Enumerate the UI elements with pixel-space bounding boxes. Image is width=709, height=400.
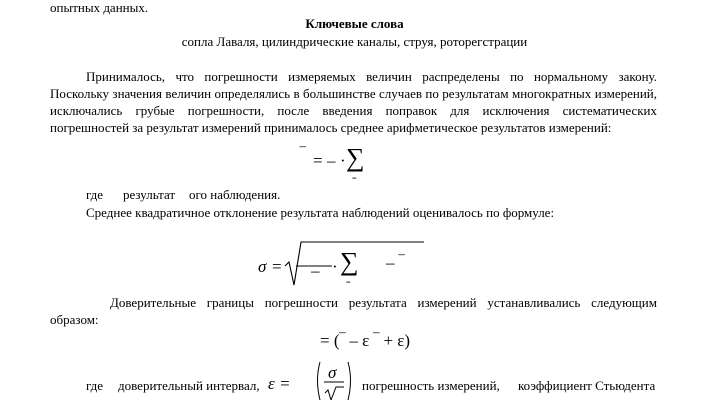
paragraph1-line4: погрешностей за результат измерений принималось среднее арифметическое результатов измерений: [50,120,612,135]
formula2-dash: – [311,261,320,280]
formula2-equals: = [272,257,282,276]
formula2-tail: – ‾ [386,253,405,272]
where2-epsilon: ε = [268,374,291,393]
top-fragment-text: опытных данных. [50,0,149,15]
where2-error: погрешность измерений, [362,378,500,393]
keywords-list: сопла Лаваля, цилиндрические каналы, струя, роторегстрации [181,34,528,49]
formula2-dot: · [332,257,338,276]
formula1-dot: · [340,151,346,170]
where2-student: коэффициент Стьюдента [518,378,656,393]
formula2-sum-sub: = [346,278,351,287]
paragraph3-line2: образом: [50,312,99,327]
paragraph1-line1: Принималось, что погрешности измеряемых величин распределены по нормальному закону. [86,69,657,84]
formula1-sum: ∑ [346,143,365,172]
formula1-equals: = [313,151,323,170]
keywords-heading: Ключевые слова [305,16,404,31]
formula2-sigma-symbol: σ [258,257,267,276]
paragraph1-line3: исключались грубые погрешности, после введения поправок для исключения систематических [50,103,657,118]
paragraph3-line1: Доверительные границы погрешности результата измерений устанавливались следующим [110,295,657,310]
where2-interval: доверительный интервал, [118,378,260,393]
formula-confidence-bounds: = (‾ – ε ‾ + ε) [320,331,411,350]
formula1-sum-sub: = [352,174,357,183]
formula1-minus: – [327,151,336,170]
paragraph2-text: Среднее квадратичное отклонение результата наблюдений оценивалось по формуле: [86,205,555,220]
where2-label: где [86,378,104,393]
paragraph1-line2: Поскольку значения величин определялись в большинстве случаев по результатам многократных измерений, [50,86,657,101]
where1-observation: ого наблюдения. [189,187,281,202]
where1-result: результат [123,187,176,202]
where2-fraction-numerator: σ [328,363,337,382]
where1-label: где [86,187,104,202]
formula1-overbar: ‾ [300,145,306,164]
formula2-sum: ∑ [340,247,359,276]
